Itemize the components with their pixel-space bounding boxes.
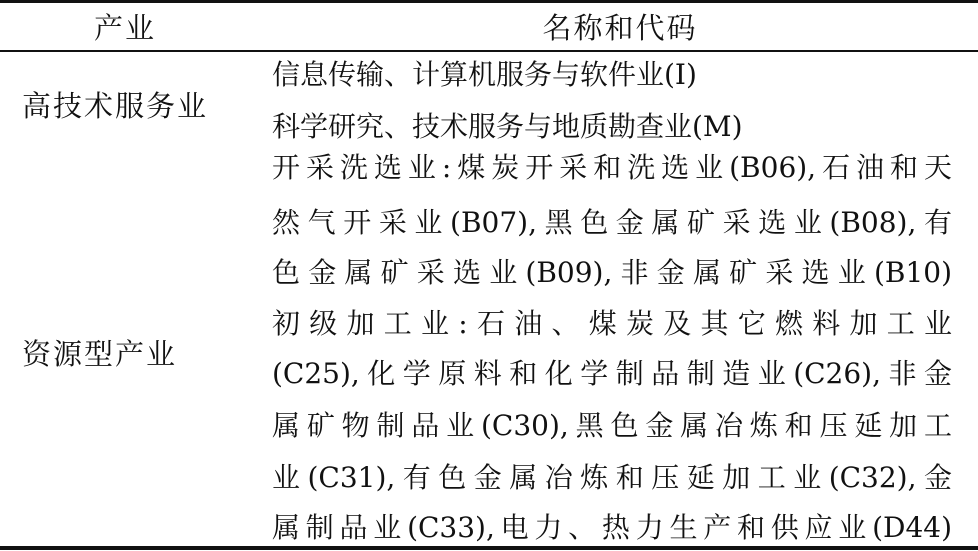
table-header-rule <box>0 50 978 52</box>
table-cell-line: 色金属矿采选业(B09),非金属矿采选业(B10) <box>272 256 952 289</box>
row-industry-high-tech-services: 高技术服务业 <box>22 89 209 123</box>
column-header-industry: 产业 <box>93 11 156 45</box>
table-cell-line: (C25),化学原料和化学制品制造业(C26),非金 <box>272 357 952 390</box>
table-cell-line: 科学研究、技术服务与地质勘查业(M) <box>272 110 743 143</box>
table-cell-line: 开采洗选业:煤炭开采和洗选业(B06),石油和天 <box>272 151 952 184</box>
table-bottom-rule <box>0 546 978 550</box>
table-cell-line: 属制品业(C33),电力、热力生产和供应业(D44) <box>272 511 952 544</box>
row-industry-resource-based: 资源型产业 <box>22 337 178 371</box>
table-cell-line: 然气开采业(B07),黑色金属矿采选业(B08),有 <box>272 206 952 239</box>
table-cell-line: 属矿物制品业(C30),黑色金属冶炼和压延加工 <box>272 409 952 442</box>
column-header-name-and-code: 名称和代码 <box>542 11 698 45</box>
table-cell-line: 信息传输、计算机服务与软件业(I) <box>272 58 697 91</box>
table-cell-line: 业(C31),有色金属冶炼和压延加工业(C32),金 <box>272 461 952 494</box>
table-cell-line: 初级加工业:石油、煤炭及其它燃料加工业 <box>272 307 952 340</box>
